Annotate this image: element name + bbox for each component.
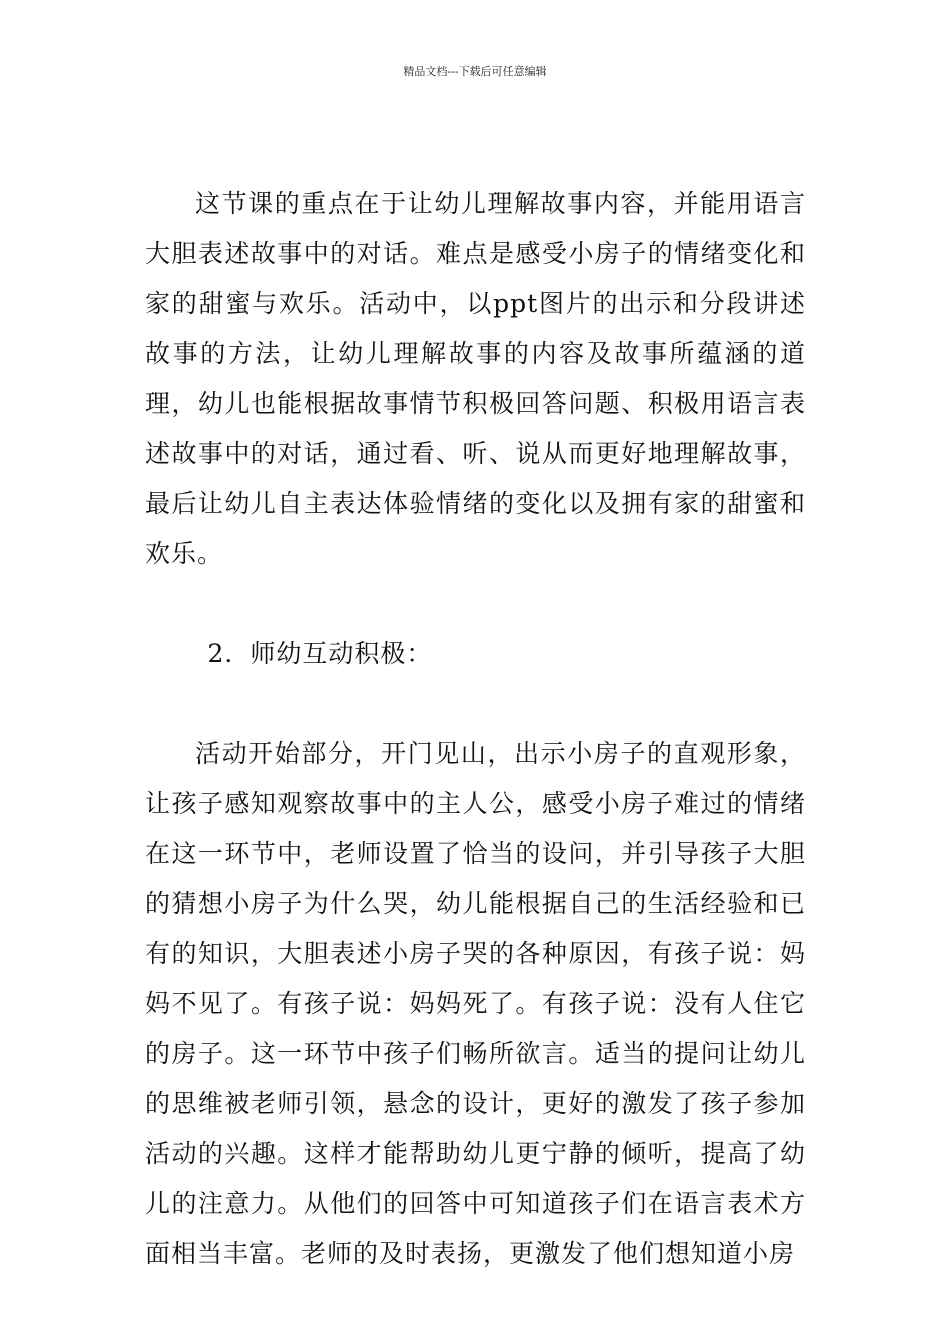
paragraph-lesson-focus: 这节课的重点在于让幼儿理解故事内容，并能用语言大胆表述故事中的对话。难点是感受小房子的情绪变化和家的甜蜜与欢乐。活动中，以ppt图片的出示和分段讲述故事的方法，让幼儿理解故事的内容及故事所蕴涵的道理，幼儿也能根据故事情节积极回答问题、积极用语言表述故事中的对话，通过看、听、说从而更好地理解故事，最后让幼儿自主表达体验情绪的变化以及拥有家的甜蜜和欢乐。 bbox=[145, 189, 806, 568]
paragraph-gap bbox=[145, 679, 806, 729]
paragraph-activity-start: 活动开始部分，开门见山，出示小房子的直观形象，让孩子感知观察故事中的主人公，感受小房子难过的情绪在这一环节中，老师设置了恰当的设问，并引导孩子大胆的猜想小房子为什么哭，幼儿能根据自己的生活经验和已有的知识，大胆表述小房子哭的各种原因，有孩子说：妈妈不见了。有孩子说：妈妈死了。有孩子说：没有人住它的房子。这一环节中孩子们畅所欲言。适当的提问让幼儿的思维被老师引领，悬念的设计，更好的激发了孩子参加活动的兴趣。这样才能帮助幼儿更宁静的倾听，提高了幼儿的注意力。从他们的回答中可知道孩子们在语言表术方面相当丰富。老师的及时表扬，更激发了他们想知道小房 bbox=[145, 739, 806, 1268]
document-body bbox=[145, 179, 806, 1279]
section-heading-interaction: 2．师幼互动积极： bbox=[207, 639, 433, 668]
page-header: 精品文档---下载后可任意编辑 bbox=[403, 65, 547, 78]
paragraph-gap bbox=[145, 579, 806, 629]
